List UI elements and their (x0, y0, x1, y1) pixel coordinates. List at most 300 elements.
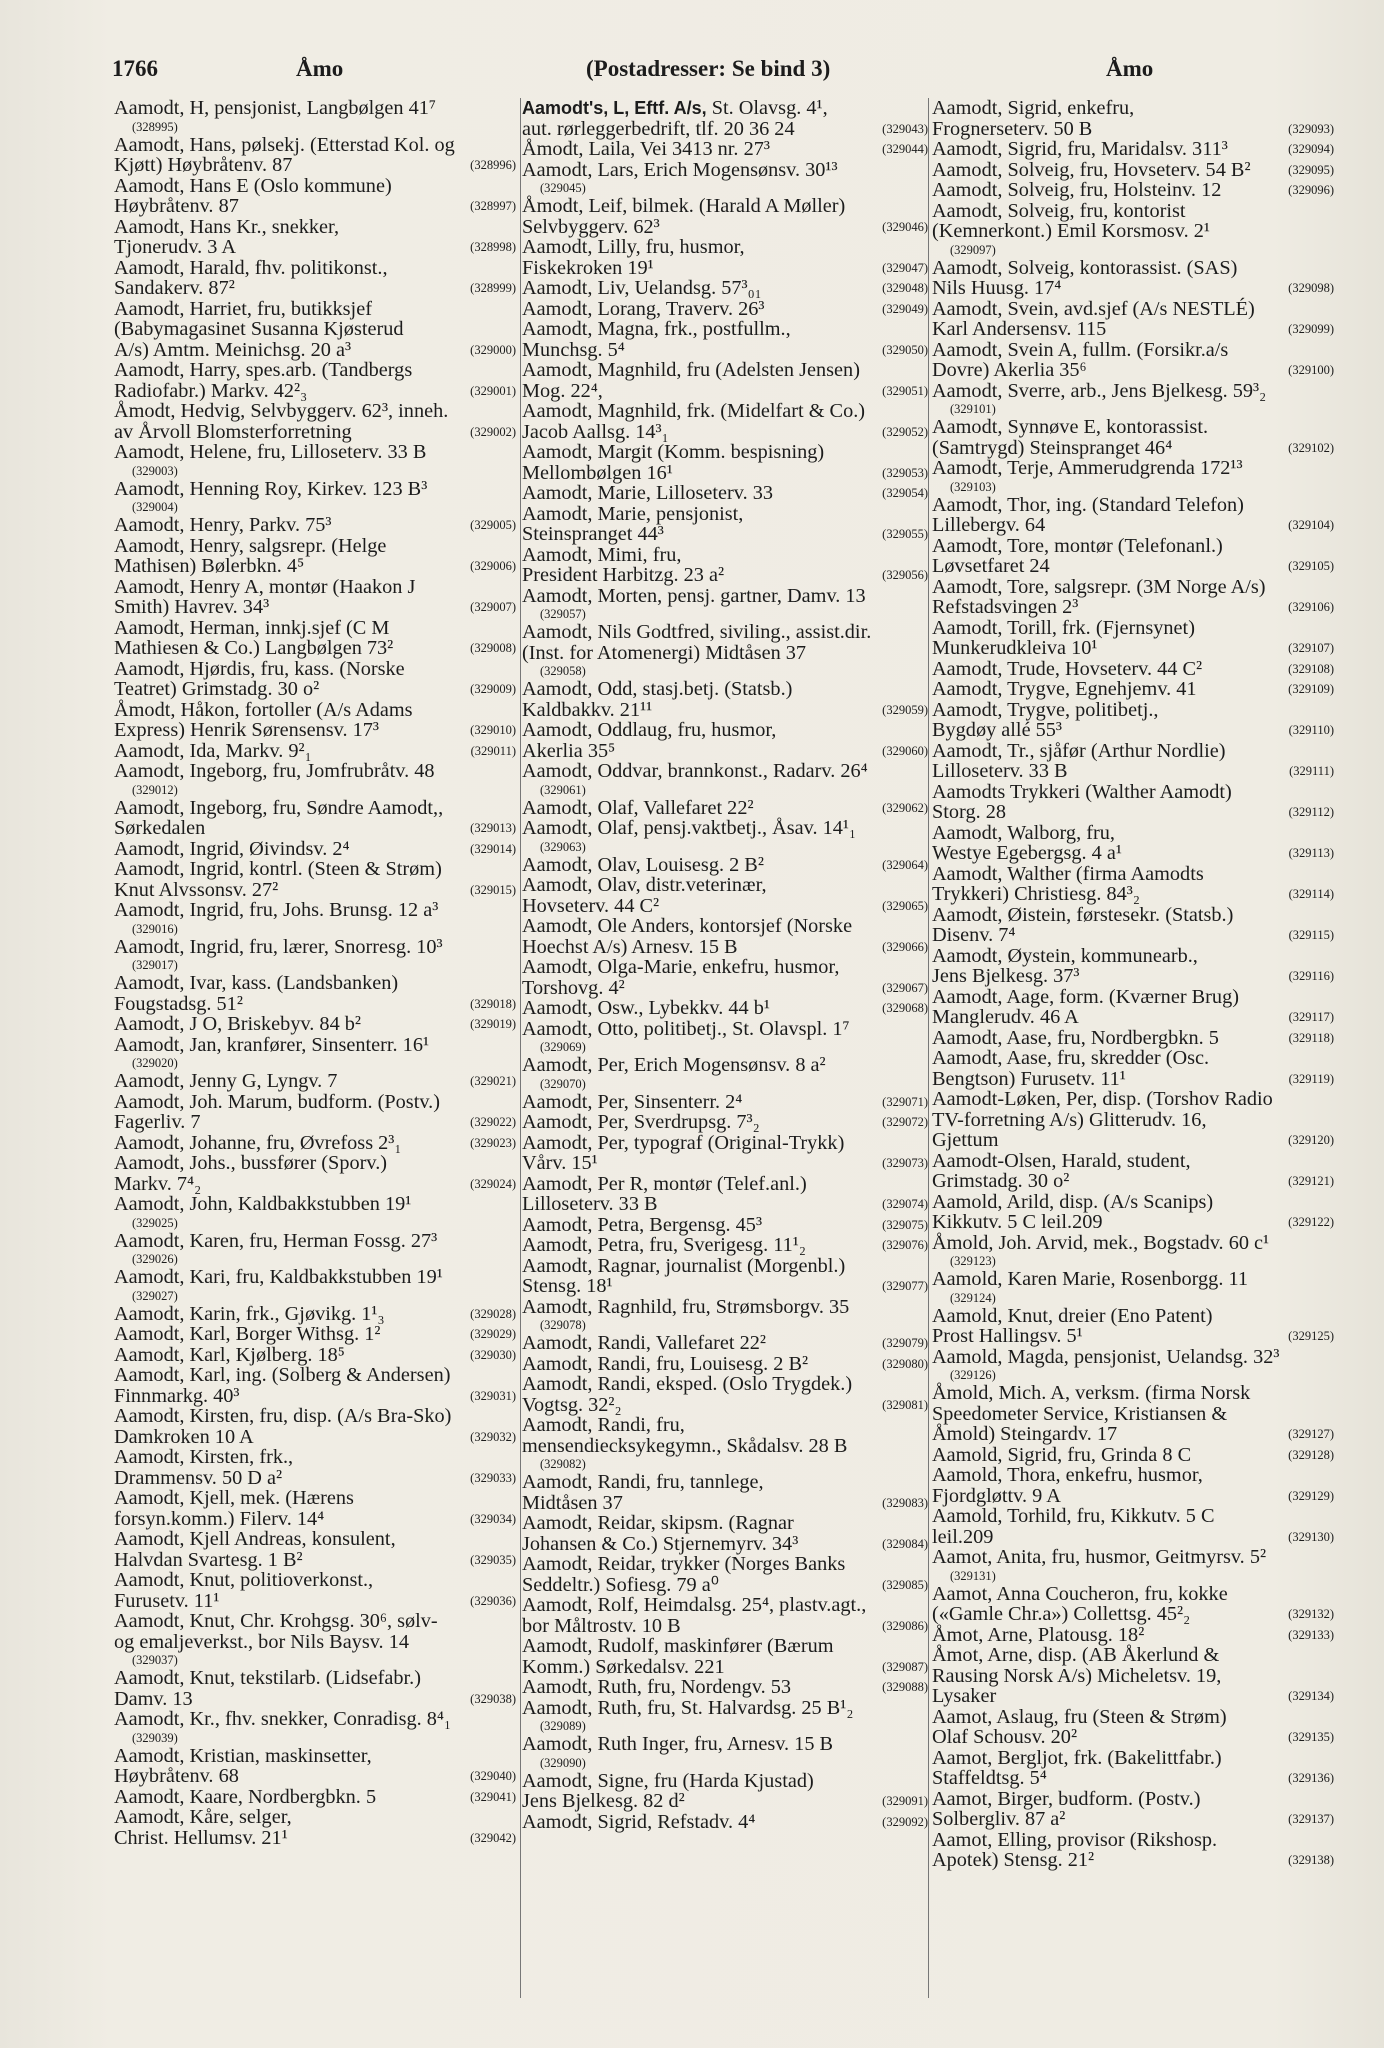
entry-line (114, 1364, 516, 1386)
entry-text: Høybråtenv. 68 (114, 1765, 239, 1787)
entry-line (114, 97, 516, 119)
directory-entry (114, 98, 516, 135)
entry-text: Aamodt, Sverre, arb., Jens Bjelkesg. 59³₂ (932, 379, 1267, 402)
entry-line (522, 117, 928, 140)
directory-entry (932, 381, 1334, 418)
entry-text: Jens Bjelkesg. 37³ (932, 965, 1080, 987)
entry-text: Finnmarkg. 40³ (114, 1384, 240, 1407)
phone-number: (329088) (882, 1680, 928, 1694)
directory-entry (932, 98, 1334, 139)
directory-entry (522, 1698, 928, 1735)
directory-entry (522, 1133, 928, 1174)
entry-line (932, 1345, 1334, 1368)
entry-line (522, 1512, 928, 1534)
phone-number: (329118) (1288, 1030, 1334, 1045)
entry-line (522, 359, 928, 381)
directory-entry (114, 1570, 516, 1611)
directory-entry (932, 1306, 1334, 1347)
phone-number: (329051) (882, 383, 928, 398)
directory-entry (522, 1771, 928, 1812)
directory-entry (114, 1365, 516, 1406)
phone-number: (329047) (882, 260, 928, 275)
phone-number: (329045) (540, 181, 586, 195)
entry-text: Aamodt, Morten, pensj. gartner, Damv. 13 (522, 584, 866, 607)
directory-entry (114, 1092, 516, 1133)
phone-number: (329055) (882, 527, 928, 541)
entry-line (932, 1582, 1334, 1605)
directory-entry (932, 1625, 1334, 1646)
entry-text: Bygdøy allé 55³ (932, 719, 1063, 741)
entry-line (114, 1548, 516, 1571)
entry-line (114, 154, 516, 176)
directory-entry (932, 679, 1334, 700)
directory-entry (114, 360, 516, 401)
directory-entry (522, 1636, 928, 1677)
entry-text: Aamot, Anna Coucheron, fru, kokke (932, 1582, 1228, 1605)
entry-line (932, 1787, 1334, 1810)
entry-text: Aamodt, Harry, spes.arb. (Tandbergs (114, 359, 413, 381)
entry-text: Aamodt-Olsen, Harald, student, (932, 1149, 1191, 1172)
entry-line (522, 1213, 928, 1236)
directory-entry (114, 176, 516, 217)
entry-text: Aamodt, Øystein, kommunearb., (932, 944, 1198, 967)
entry-text: Aamodt, Nils Godtfred, siviling., assist.dir. (522, 621, 872, 643)
entry-line (522, 1131, 928, 1154)
phone-number: (329012) (132, 782, 178, 797)
entry-line (932, 596, 1334, 618)
entry-text: Midtåsen 37 (522, 1491, 623, 1514)
phone-number: (329127) (1288, 1427, 1334, 1441)
phone-number: (329132) (1288, 1607, 1334, 1621)
phone-number: (329085) (882, 1577, 928, 1592)
entry-text: Munkerudkleiva 10¹ (932, 637, 1098, 659)
entry-line (522, 1295, 928, 1318)
entry-line (114, 256, 516, 279)
entry-text: Aamodt, Randi, eksped. (Oslo Trygdek.) (522, 1373, 853, 1395)
entry-text: Jacob Aallsg. 14³₁ (522, 420, 669, 443)
directory-entry (522, 442, 928, 483)
entry-line (522, 641, 928, 664)
entry-line (932, 1129, 1334, 1151)
entry-line (114, 1131, 516, 1154)
entry-line (114, 1528, 516, 1550)
entry-line (932, 1108, 1334, 1131)
entry-line (932, 457, 1334, 479)
entry-text: Aamodt, Sigrid, Refstadv. 4⁴ (522, 1810, 756, 1833)
directory-entry (114, 1153, 516, 1194)
entry-text: Aamodt, Ingeborg, fru, Jomfrubråtv. 48 (114, 760, 435, 782)
entry-line (522, 796, 928, 819)
entry-text: Fjordgløttv. 9 A (932, 1484, 1061, 1507)
directory-entry (932, 258, 1334, 299)
entry-line (522, 817, 928, 839)
entry-line (932, 1231, 1334, 1254)
entry-text: Aamodt, Olga-Marie, enkefru, husmor, (522, 956, 840, 978)
entry-line (114, 596, 516, 618)
entry-text: Aamodt, Trude, Hovseterv. 44 C² (932, 657, 1203, 680)
phone-number: (329093) (1288, 121, 1334, 136)
entry-text: Seddeltr.) Sofiesg. 79 a⁰ (522, 1573, 719, 1596)
directory-entry (522, 1354, 928, 1375)
directory-entry (522, 1812, 928, 1833)
directory-entry (522, 139, 928, 160)
phone-number: (329098) (1288, 281, 1334, 295)
entry-line (932, 1623, 1334, 1646)
phone-number: (329006) (470, 559, 516, 573)
entry-line (932, 220, 1334, 242)
phone-number: (329003) (132, 463, 178, 478)
entry-line (932, 1170, 1334, 1192)
phone-number: (329036) (470, 1593, 516, 1608)
entry-line (114, 678, 516, 700)
phone-number: (329014) (470, 841, 516, 856)
phone-number: (329110) (1288, 723, 1334, 737)
entry-text: (Samtrygd) Steinspranget 46⁴ (932, 436, 1173, 459)
entry-text: Knut Alvssonsv. 27² (114, 878, 279, 901)
entry-text: Aamodt, Oddlaug, fru, husmor, (522, 719, 777, 741)
entry-line (114, 972, 516, 994)
phone-number: (329066) (882, 939, 928, 954)
entry-text: Åmodt, Leif, bilmek. (Harald A Møller) (522, 195, 846, 217)
entry-line (932, 842, 1334, 864)
entry-text: Aamodt, Solveig, fru, Holsteinv. 12 (932, 179, 1222, 201)
entry-text: Olaf Schousv. 20² (932, 1726, 1078, 1748)
directory-entry (932, 1048, 1334, 1089)
entry-line (522, 400, 928, 422)
entry-text: Aamodt, Johanne, fru, Øvrefoss 2³₁ (114, 1131, 402, 1154)
entry-line (932, 1067, 1334, 1090)
phone-number: (329015) (470, 882, 516, 897)
phone-number: (329053) (882, 465, 928, 480)
entry-line (114, 338, 516, 361)
entry-line (932, 1644, 1334, 1666)
entry-line (932, 379, 1334, 402)
entry-line (932, 493, 1334, 516)
phone-number: (329019) (470, 1017, 516, 1031)
entry-text: Damv. 13 (114, 1687, 193, 1710)
directory-entry (114, 900, 516, 937)
entry-line (522, 739, 928, 762)
entry-line (932, 1211, 1334, 1233)
entry-line (932, 1149, 1334, 1172)
directory-entry (114, 258, 516, 299)
entry-text: Damkroken 10 A (114, 1425, 254, 1448)
entry-text: Aamodt, Rudolf, maskinfører (Bærum (522, 1635, 834, 1657)
entry-line (932, 1190, 1334, 1213)
directory-entry (932, 1707, 1334, 1748)
directory-entry (522, 1112, 928, 1133)
entry-text: Aamodt, Øistein, førstesekr. (Statsb.) (932, 903, 1234, 926)
entry-text: Aamodt, Jenny G, Lyngv. 7 (114, 1070, 338, 1092)
entry-line (114, 1744, 516, 1767)
phone-number: (329041) (470, 1789, 516, 1804)
entry-text: Storg. 28 (932, 801, 1007, 823)
entry-line (932, 1047, 1334, 1069)
phone-number: (329043) (882, 121, 928, 136)
directory-entry (932, 1383, 1334, 1445)
entry-text: Aamodt, Solveig, fru, kontorist (932, 199, 1186, 222)
entry-line (114, 1323, 516, 1345)
directory-column-2 (522, 98, 928, 2028)
entry-text: Aamodt, Tore, salgsrepr. (3M Norge A/s) (932, 575, 1266, 598)
directory-entry (522, 855, 928, 876)
entry-text: Aamodt, Ole Anders, kontorsjef (Norske (522, 915, 853, 937)
entry-text: Aamodt, Sigrid, fru, Maridalsv. 311³ (932, 138, 1228, 160)
entry-line (932, 97, 1334, 119)
entry-text: Aamodt, Tr., sjåfør (Arthur Nordlie) (932, 739, 1226, 762)
entry-text: Aamodt, Solveig, fru, Hovseterv. 54 B² (932, 158, 1251, 181)
directory-entry (114, 479, 516, 516)
entry-line (522, 1471, 928, 1493)
entry-text: Vårv. 15¹ (522, 1152, 598, 1174)
phone-number: (329091) (882, 1794, 928, 1808)
directory-entry (522, 1677, 928, 1698)
entry-line (932, 985, 1334, 1008)
directory-entry (932, 495, 1334, 536)
entry-line (522, 215, 928, 238)
phone-number: (329032) (470, 1429, 516, 1444)
entry-line (932, 1325, 1334, 1347)
entry-line (114, 1152, 516, 1174)
phone-number: (329060) (882, 743, 928, 758)
entry-text: Stensg. 18¹ (522, 1275, 613, 1297)
entry-text: Aamodt, Karen, fru, Herman Fossg. 27³ (114, 1229, 438, 1252)
phone-number: (329018) (470, 996, 516, 1011)
phone-number: (328996) (470, 158, 516, 172)
entry-text: Aamodt, Torill, frk. (Fjernsynet) (932, 616, 1195, 639)
phone-number: (329096) (1288, 183, 1334, 197)
entry-text: Aamodt, Thor, ing. (Standard Telefon) (932, 493, 1244, 516)
entry-text: Aamodt, Walther (firma Aamodts (932, 862, 1204, 885)
directory-entry (522, 998, 928, 1019)
entry-line (114, 935, 516, 958)
entry-line (522, 894, 928, 917)
entry-line (522, 1614, 928, 1637)
phone-number: (329002) (470, 424, 516, 439)
entry-text: Aamodt-Løken, Per, disp. (Torshov Radio (932, 1088, 1273, 1110)
directory-column-3 (932, 98, 1334, 2028)
phone-number: (329023) (470, 1135, 516, 1150)
directory-entry (932, 782, 1334, 823)
entry-line (932, 359, 1334, 381)
entry-line (522, 482, 928, 504)
entry-text: Aamodt, Svein A, fullm. (Forsikr.a/s (932, 338, 1229, 361)
phone-number: (329107) (1288, 641, 1334, 655)
directory-entry (522, 504, 928, 545)
entry-text: forsyn.komm.) Filerv. 14⁴ (114, 1507, 325, 1530)
entry-text: Aamold, Thora, enkefru, husmor, (932, 1464, 1203, 1486)
phone-number: (329105) (1288, 559, 1334, 573)
entry-text: Løvsetfaret 24 (932, 555, 1050, 577)
phone-number: (329122) (1288, 1215, 1334, 1229)
phone-number: (329117) (1288, 1010, 1334, 1024)
directory-entry (932, 823, 1334, 864)
entry-text: Sandakerv. 87² (114, 277, 235, 299)
phone-number: (329027) (132, 1288, 178, 1303)
entry-text: Aamodt, Jan, kranfører, Sinsenterr. 16¹ (114, 1033, 430, 1056)
entry-text: Åmold, Mich. A, verksm. (firma Norsk (932, 1382, 1251, 1404)
directory-entry (932, 1089, 1334, 1151)
entry-line (522, 1635, 928, 1657)
entry-line (932, 1685, 1334, 1707)
entry-text: Aamodt, Herman, innkj.sjef (C M (114, 616, 390, 639)
directory-entry (522, 875, 928, 916)
phone-number: (329115) (1288, 928, 1334, 942)
phone-number: (329074) (882, 1197, 928, 1211)
entry-line (114, 1487, 516, 1509)
entry-line (932, 199, 1334, 222)
phone-number: (329059) (882, 702, 928, 717)
entry-text: Aamodt, J O, Briskebyv. 84 b² (114, 1013, 361, 1035)
entry-text: Åmold) Steingardv. 17 (932, 1423, 1118, 1445)
entry-line (932, 924, 1334, 946)
entry-text: Aamodt, Synnøve E, kontorassist. (932, 416, 1209, 438)
entry-text: Aamodt, Randi, fru, (522, 1414, 685, 1436)
directory-entry (932, 299, 1334, 340)
directory-entry (522, 622, 928, 679)
entry-text: Dovre) Akerlia 35⁶ (932, 359, 1087, 381)
entry-text: Aamodt, Kirsten, fru, disp. (A/s Bra-Sko) (114, 1405, 452, 1427)
entry-line (932, 821, 1334, 844)
entry-line (114, 514, 516, 536)
directory-entry (114, 1488, 516, 1529)
phone-number: (329049) (882, 301, 928, 316)
entry-line (114, 297, 516, 320)
entry-line (114, 1090, 516, 1113)
entry-text: Aamold, Torhild, fru, Kikkutv. 5 C (932, 1505, 1215, 1527)
entry-line (932, 1849, 1334, 1871)
entry-line (522, 564, 928, 586)
entry-text: Aamodt, Lars, Erich Mogensønsv. 30¹³ (522, 158, 838, 181)
entry-line (114, 1785, 516, 1808)
entry-line (932, 760, 1334, 782)
entry-text: Aamodt, Magnhild, fru (Adelsten Jensen) (522, 359, 860, 381)
entry-text: Refstadsvingen 2³ (932, 596, 1079, 618)
directory-entry (522, 916, 928, 957)
directory-entry (522, 1595, 928, 1636)
entry-text: Aamodt, Per, typograf (Original-Trykk) (522, 1131, 845, 1154)
entry-line (522, 1733, 928, 1755)
phone-number: (329069) (540, 1040, 586, 1054)
entry-line (114, 318, 516, 340)
entry-text: Komm.) Sørkedalsv. 221 (522, 1655, 725, 1678)
directory-entry (114, 1133, 516, 1154)
phone-number: (329004) (132, 500, 178, 514)
phone-number: (329071) (882, 1094, 928, 1109)
entry-text: Aamodt, Kåre, selger, (114, 1806, 292, 1828)
directory-entry (932, 1151, 1334, 1192)
entry-line (522, 1573, 928, 1596)
directory-entry (114, 798, 516, 839)
entry-line (114, 420, 516, 443)
entry-text: Aamodt, Otto, politibetj., St. Olavspl. 1⁷ (522, 1017, 850, 1040)
directory-entry (114, 1267, 516, 1304)
directory-entry (114, 1447, 516, 1488)
directory-entry (522, 401, 928, 442)
directory-entry (114, 1406, 516, 1447)
phone-number: (329075) (882, 1217, 928, 1232)
entry-text: Steinspranget 44³ (522, 523, 664, 545)
entry-line (932, 1525, 1334, 1548)
phone-number: (329024) (470, 1176, 516, 1191)
entry-text: Aamodt, Olav, Louisesg. 2 B² (522, 853, 764, 876)
phone-number: (329052) (882, 424, 928, 439)
directory-entry (932, 340, 1334, 381)
phone-number: (329109) (1288, 682, 1334, 696)
directory-entry (114, 1194, 516, 1231)
entry-text: Aamold, Magda, pensjonist, Uelandsg. 32³ (932, 1345, 1280, 1368)
directory-entry (522, 720, 928, 761)
phone-number: (329072) (882, 1115, 928, 1129)
directory-entry (114, 618, 516, 659)
directory-entry (114, 536, 516, 577)
entry-line (114, 1569, 516, 1591)
directory-entry (932, 1748, 1334, 1789)
phone-number: (329039) (132, 1730, 178, 1745)
phone-number: (329029) (470, 1327, 516, 1341)
entry-text: Aamodt, Osw., Lybekkv. 44 b¹ (522, 997, 770, 1019)
entry-text: Aamodt, Henry A, montør (Haakon J (114, 575, 416, 598)
phone-number: (329062) (882, 800, 928, 815)
entry-line (522, 1594, 928, 1616)
entry-line (932, 780, 1334, 803)
entry-text: Kaldbakkv. 21¹¹ (522, 698, 653, 721)
entry-text: Aamodt, Ingrid, kontrl. (Steen & Strøm) (114, 858, 442, 880)
entry-line (932, 1382, 1334, 1404)
directory-entry (932, 987, 1334, 1028)
entry-line (932, 138, 1334, 160)
phone-number: (329068) (882, 1001, 928, 1015)
phone-number: (329061) (540, 782, 586, 797)
entry-line (932, 801, 1334, 823)
directory-entry (114, 1709, 516, 1746)
directory-entry (932, 1269, 1334, 1306)
entry-line (932, 179, 1334, 201)
entry-line (932, 514, 1334, 536)
entry-line (114, 1667, 516, 1689)
phone-number: (329031) (470, 1388, 516, 1403)
entry-line (114, 359, 516, 381)
entry-line (522, 1532, 928, 1555)
phone-number: (329033) (470, 1470, 516, 1485)
directory-entry (114, 217, 516, 258)
entry-line (932, 256, 1334, 279)
directory-entry (522, 299, 928, 320)
entry-text: Aamold, Karen Marie, Rosenborgg. 11 (932, 1268, 1248, 1290)
entry-text: President Harbitzg. 23 a² (522, 564, 725, 586)
phone-number: (329022) (470, 1115, 516, 1129)
directory-column-1 (114, 98, 516, 2028)
phone-number: (329048) (882, 281, 928, 295)
entry-line (932, 1443, 1334, 1466)
entry-line (932, 534, 1334, 557)
entry-text: Aamold, Sigrid, fru, Grinda 8 C (932, 1443, 1192, 1466)
entry-text: Radiofabr.) Markv. 42²₃ (114, 379, 308, 402)
phone-number: (329017) (132, 958, 178, 972)
directory-entry (522, 1415, 928, 1472)
entry-text: Hoechst A/s) Arnesv. 15 B (522, 935, 738, 958)
entry-text: Aamodt, Hans E (Oslo kommune) (114, 174, 392, 197)
entry-line (522, 1553, 928, 1575)
entry-text: Johansen & Co.) Stjernemyrv. 34³ (522, 1532, 799, 1555)
directory-entry (932, 700, 1334, 741)
entry-line (522, 1172, 928, 1195)
entry-line (114, 555, 516, 577)
directory-entry (114, 859, 516, 900)
entry-line (114, 837, 516, 860)
phone-number: (329058) (540, 664, 586, 678)
entry-line (114, 1193, 516, 1215)
